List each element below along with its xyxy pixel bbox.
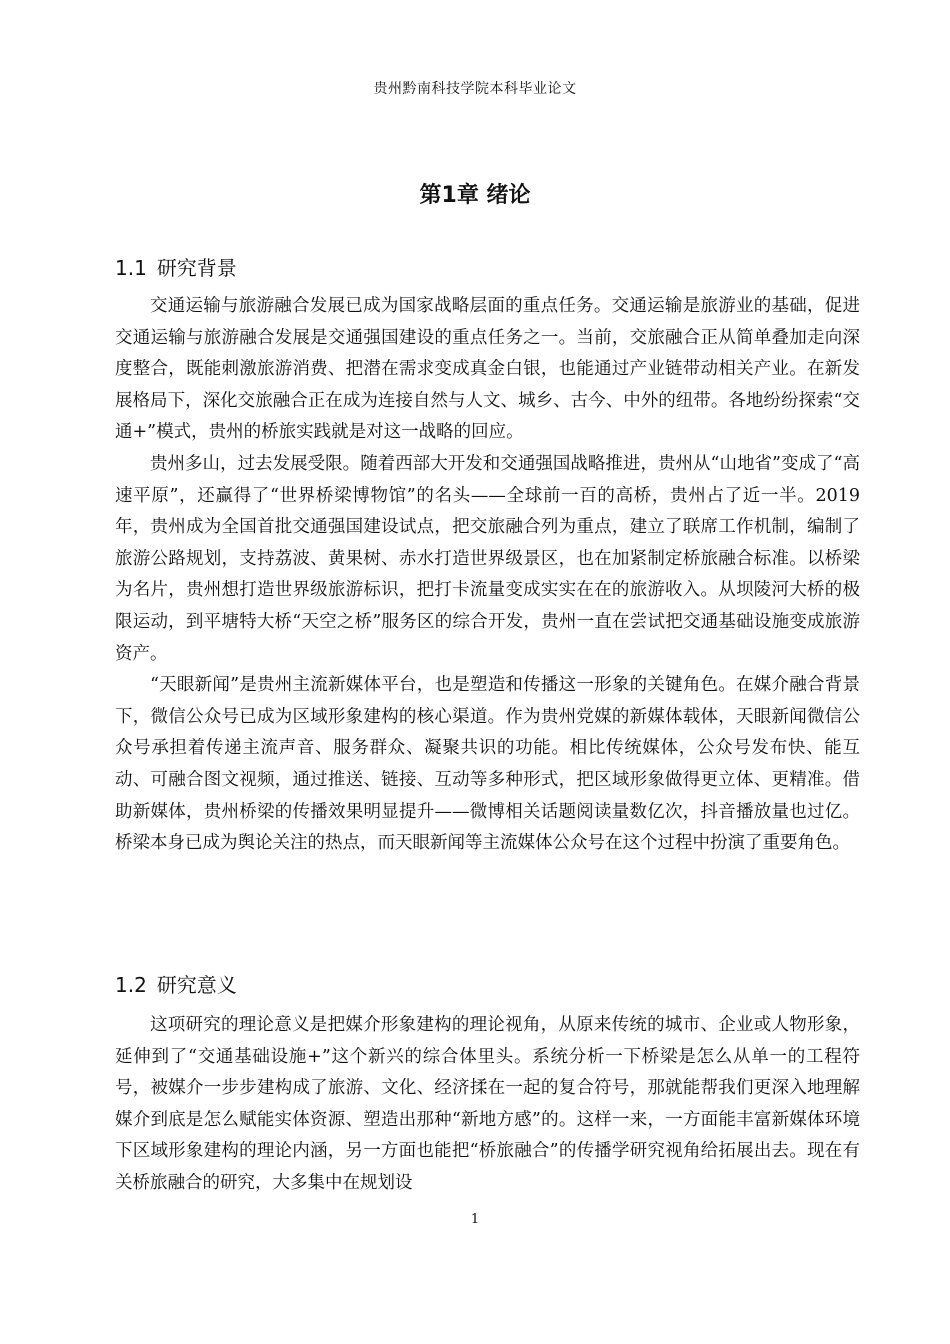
paragraph: 这项研究的理论意义是把媒介形象建构的理论视角，从原来传统的城市、企业或人物形象，延伸到了“交通基础设施+”这个新兴的综合体里头。系统分析一下桥梁是怎么从单一的工程符号，被媒介一步步建构成了旅游、文化、经济揉在一起的复合符号，那就能帮我们更深入地理解媒介到底是怎么赋能实体资源、塑造出那种“新地方感”的。这样一来，一方面能丰富新媒体环境下区域形象建构的理论内涵，另一方面也能把“桥旅融合”的传播学研究视角给拓展出去。现在有关桥旅融合的研究，大多集中在规划设 xyxy=(115,1015,860,1193)
paragraph: “天眼新闻”是贵州主流新媒体平台，也是塑造和传播这一形象的关键角色。在媒介融合背景下，微信公众号已成为区域形象建构的核心渠道。作为贵州党媒的新媒体载体，天眼新闻微信公众号承担着传递主流声音、服务群众、凝聚共识的功能。相比传统媒体，公众号发布快、能互动、可融合图文视频，通过推送、链接、互动等多种形式，把区域形象做得更立体、更精准。借助新媒体，贵州桥梁的传播效果明显提升——微博相关话题阅读量数亿次，抖音播放量也过亿。桥梁本身已成为舆论关注的热点，而天眼新闻等主流媒体公众号在这个过程中扮演了重要角色。 xyxy=(115,675,860,854)
section-body-1-1 xyxy=(115,291,860,860)
chapter-title: 第1章 绪论 xyxy=(419,183,531,208)
paragraph: 贵州多山，过去发展受限。随着西部大开发和交通强国战略推进，贵州从“山地省”变成了“高速平原”，还赢得了“世界桥梁博物馆”的名头——全球前一百的高桥，贵州占了近一半。2019年，贵州成为全国首批交通强国建设试点，把交旅融合列为重点，建立了联席工作机制，编制了旅游公路规划，支持荔波、黄果树、赤水打造世界级景区，也在加紧制定桥旅融合标准。以桥梁为名片，贵州想打造世界级旅游标识，把打卡流量变成实实在在的旅游收入。从坝陵河大桥的极限运动，到平塘特大桥“天空之桥”服务区的综合开发，贵州一直在尝试把交通基础设施变成旅游资产。 xyxy=(115,453,860,664)
section-heading-1-2 xyxy=(115,969,237,998)
section-title: 研究意义 xyxy=(156,973,237,997)
paragraph: 交通运输与旅游融合发展已成为国家战略层面的重点任务。交通运输是旅游业的基础，促进交通运输与旅游融合发展是交通强国建设的重点任务之一。当前，交旅融合正从简单叠加走向深度整合，既能刺激旅游消费、把潜在需求变成真金白银，也能通过产业链带动相关产业。在新发展格局下，深化交旅融合正在成为连接自然与人文、城乡、古今、中外的纽带。各地纷纷探索“交通+”模式，贵州的桥旅实践就是对这一战略的回应。 xyxy=(115,296,860,443)
section-number: 1.2 xyxy=(115,973,147,997)
section-heading-1-1 xyxy=(115,252,237,281)
section-title: 研究背景 xyxy=(156,256,237,280)
section-number: 1.1 xyxy=(115,256,147,280)
page-number: 1 xyxy=(470,1212,480,1227)
running-header: 贵州黔南科技学院本科毕业论文 xyxy=(373,81,577,97)
section-body-1-2 xyxy=(115,1010,860,1200)
